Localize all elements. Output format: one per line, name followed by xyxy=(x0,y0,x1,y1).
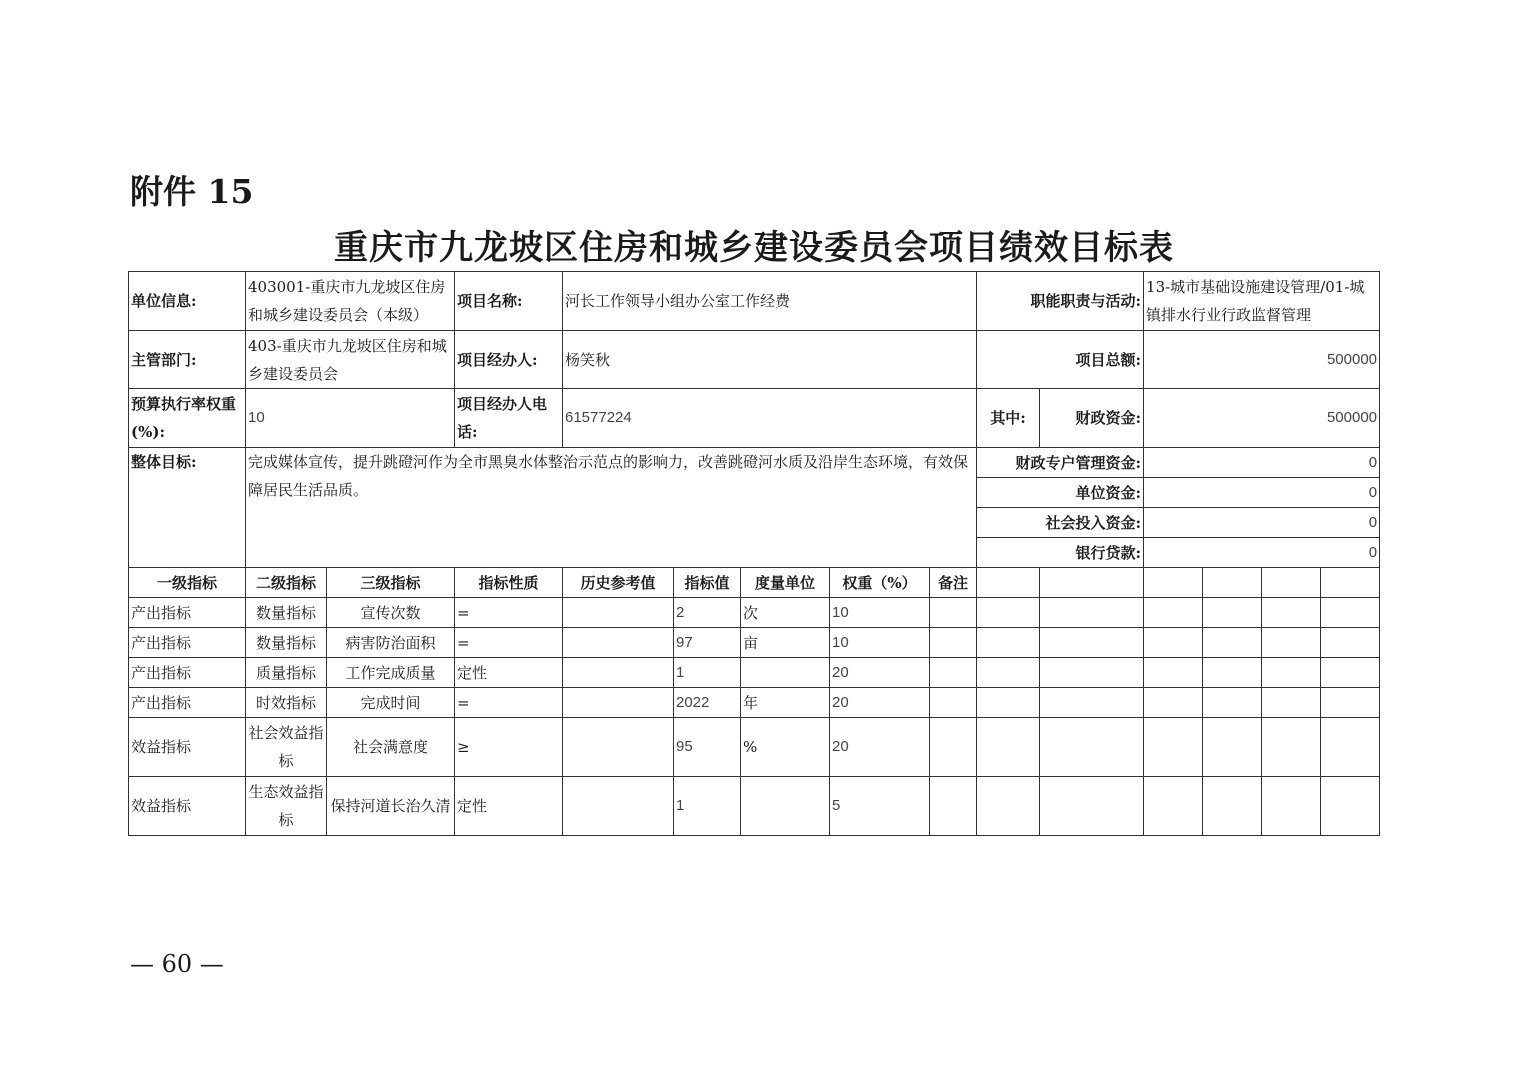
info-row-goal xyxy=(129,448,1380,478)
empty-cell xyxy=(1144,658,1203,688)
indicator-nature: ≥ xyxy=(455,718,563,777)
total-value: 500000 xyxy=(1144,331,1380,389)
indicator-unit: 年 xyxy=(741,688,830,718)
indicator-note xyxy=(930,598,977,628)
empty-cell xyxy=(1040,718,1144,777)
indicator-nature: 定性 xyxy=(455,658,563,688)
indicator-value: 2 xyxy=(674,598,741,628)
indicator-level1: 产出指标 xyxy=(129,628,246,658)
empty-cell xyxy=(977,777,1040,836)
indicator-level1: 产出指标 xyxy=(129,658,246,688)
empty-cell xyxy=(1262,568,1321,598)
indicator-unit xyxy=(741,658,830,688)
goal-value: 完成媒体宣传，提升跳磴河作为全市黑臭水体整治示范点的影响力，改善跳磴河水质及沿岸生态环境，有效保障居民生活品质。 xyxy=(246,448,977,568)
attachment-label: 附件 15 xyxy=(130,172,254,211)
indicator-weight: 20 xyxy=(830,718,930,777)
empty-cell xyxy=(1321,598,1380,628)
info-row-unit xyxy=(129,272,1380,331)
indicator-row xyxy=(129,628,1380,658)
empty-cell xyxy=(1321,777,1380,836)
header-value: 指标值 xyxy=(674,568,741,598)
dept-value: 403-重庆市九龙坡区住房和城乡建设委员会 xyxy=(246,331,455,389)
indicator-level2: 数量指标 xyxy=(246,598,327,628)
indicator-level3: 完成时间 xyxy=(327,688,455,718)
of-which-label: 其中: xyxy=(977,389,1040,448)
manager-value: 杨笑秋 xyxy=(563,331,977,389)
indicator-weight: 20 xyxy=(830,658,930,688)
indicator-level2: 生态效益指标 xyxy=(246,777,327,836)
indicator-nature: 定性 xyxy=(455,777,563,836)
empty-cell xyxy=(1144,598,1203,628)
indicator-history xyxy=(563,777,674,836)
empty-cell xyxy=(977,718,1040,777)
empty-cell xyxy=(1040,777,1144,836)
social-fund-value: 0 xyxy=(1144,508,1380,538)
empty-cell xyxy=(1040,628,1144,658)
header-level1: 一级指标 xyxy=(129,568,246,598)
fiscal-label: 财政资金: xyxy=(1040,389,1144,448)
empty-cell xyxy=(1321,568,1380,598)
indicator-row xyxy=(129,598,1380,628)
empty-cell xyxy=(1203,777,1262,836)
empty-cell xyxy=(977,688,1040,718)
indicator-level3: 保持河道长治久清 xyxy=(327,777,455,836)
empty-cell xyxy=(1203,598,1262,628)
indicator-value: 2022 xyxy=(674,688,741,718)
indicator-row xyxy=(129,688,1380,718)
indicator-level3: 病害防治面积 xyxy=(327,628,455,658)
header-unit: 度量单位 xyxy=(741,568,830,598)
empty-cell xyxy=(977,628,1040,658)
unit-label: 单位信息: xyxy=(129,272,246,331)
header-weight: 权重（%） xyxy=(830,568,930,598)
empty-cell xyxy=(977,658,1040,688)
social-fund-label: 社会投入资金: xyxy=(977,508,1144,538)
empty-cell xyxy=(1040,568,1144,598)
indicator-history xyxy=(563,688,674,718)
phone-value: 61577224 xyxy=(563,389,977,448)
special-fund-label: 财政专户管理资金: xyxy=(977,448,1144,478)
empty-cell xyxy=(1040,658,1144,688)
indicator-unit xyxy=(741,777,830,836)
empty-cell xyxy=(1321,628,1380,658)
empty-cell xyxy=(1144,628,1203,658)
function-value: 13-城市基础设施建设管理/01-城镇排水行业行政监督管理 xyxy=(1144,272,1380,331)
page-number: — 60 — xyxy=(130,950,224,978)
indicator-row xyxy=(129,777,1380,836)
indicator-level3: 工作完成质量 xyxy=(327,658,455,688)
indicator-weight: 20 xyxy=(830,688,930,718)
empty-cell xyxy=(977,598,1040,628)
empty-cell xyxy=(1040,688,1144,718)
indicator-unit: % xyxy=(741,718,830,777)
indicator-level1: 产出指标 xyxy=(129,598,246,628)
special-fund-value: 0 xyxy=(1144,448,1380,478)
empty-cell xyxy=(1262,658,1321,688)
empty-cell xyxy=(1321,688,1380,718)
empty-cell xyxy=(1144,777,1203,836)
indicator-level2: 质量指标 xyxy=(246,658,327,688)
empty-cell xyxy=(1203,628,1262,658)
indicator-unit: 次 xyxy=(741,598,830,628)
indicator-level2: 数量指标 xyxy=(246,628,327,658)
indicator-weight: 10 xyxy=(830,628,930,658)
project-name-value: 河长工作领导小组办公室工作经费 xyxy=(563,272,977,331)
empty-cell xyxy=(977,568,1040,598)
indicator-note xyxy=(930,718,977,777)
header-nature: 指标性质 xyxy=(455,568,563,598)
fiscal-value: 500000 xyxy=(1144,389,1380,448)
empty-cell xyxy=(1262,598,1321,628)
performance-target-table xyxy=(128,271,1380,836)
indicator-level2: 时效指标 xyxy=(246,688,327,718)
empty-cell xyxy=(1144,688,1203,718)
indicator-note xyxy=(930,658,977,688)
indicator-level2: 社会效益指标 xyxy=(246,718,327,777)
indicator-value: 1 xyxy=(674,777,741,836)
empty-cell xyxy=(1262,688,1321,718)
indicator-nature: = xyxy=(455,628,563,658)
function-label: 职能职责与活动: xyxy=(977,272,1144,331)
empty-cell xyxy=(1262,777,1321,836)
goal-label: 整体目标: xyxy=(129,448,246,568)
header-history: 历史参考值 xyxy=(563,568,674,598)
indicator-level3: 宣传次数 xyxy=(327,598,455,628)
indicator-value: 97 xyxy=(674,628,741,658)
empty-cell xyxy=(1203,658,1262,688)
indicator-history xyxy=(563,598,674,628)
indicator-row xyxy=(129,658,1380,688)
info-row-budget xyxy=(129,389,1380,448)
indicator-nature: = xyxy=(455,598,563,628)
total-label: 项目总额: xyxy=(977,331,1144,389)
indicator-note xyxy=(930,628,977,658)
info-row-dept xyxy=(129,331,1380,389)
empty-cell xyxy=(1203,568,1262,598)
header-level3: 三级指标 xyxy=(327,568,455,598)
indicator-level1: 效益指标 xyxy=(129,718,246,777)
unit-value: 403001-重庆市九龙坡区住房和城乡建设委员会（本级） xyxy=(246,272,455,331)
indicator-history xyxy=(563,658,674,688)
empty-cell xyxy=(1144,568,1203,598)
indicator-value: 1 xyxy=(674,658,741,688)
phone-label: 项目经办人电话: xyxy=(455,389,563,448)
loan-value: 0 xyxy=(1144,538,1380,568)
empty-cell xyxy=(1203,718,1262,777)
unit-fund-label: 单位资金: xyxy=(977,478,1144,508)
budget-rate-value: 10 xyxy=(246,389,455,448)
indicator-level1: 效益指标 xyxy=(129,777,246,836)
budget-rate-label: 预算执行率权重(%): xyxy=(129,389,246,448)
document-title: 重庆市九龙坡区住房和城乡建设委员会项目绩效目标表 xyxy=(334,228,1174,268)
loan-label: 银行贷款: xyxy=(977,538,1144,568)
manager-label: 项目经办人: xyxy=(455,331,563,389)
dept-label: 主管部门: xyxy=(129,331,246,389)
empty-cell xyxy=(1321,718,1380,777)
empty-cell xyxy=(1203,688,1262,718)
indicator-value: 95 xyxy=(674,718,741,777)
indicator-note xyxy=(930,688,977,718)
indicator-level3: 社会满意度 xyxy=(327,718,455,777)
header-note: 备注 xyxy=(930,568,977,598)
indicator-row xyxy=(129,718,1380,777)
indicator-header-row xyxy=(129,568,1380,598)
indicator-unit: 亩 xyxy=(741,628,830,658)
project-name-label: 项目名称: xyxy=(455,272,563,331)
empty-cell xyxy=(1040,598,1144,628)
indicator-nature: = xyxy=(455,688,563,718)
empty-cell xyxy=(1321,658,1380,688)
header-level2: 二级指标 xyxy=(246,568,327,598)
empty-cell xyxy=(1262,628,1321,658)
indicator-weight: 5 xyxy=(830,777,930,836)
empty-cell xyxy=(1262,718,1321,777)
indicator-level1: 产出指标 xyxy=(129,688,246,718)
indicator-note xyxy=(930,777,977,836)
unit-fund-value: 0 xyxy=(1144,478,1380,508)
indicator-history xyxy=(563,628,674,658)
indicator-weight: 10 xyxy=(830,598,930,628)
indicator-history xyxy=(563,718,674,777)
empty-cell xyxy=(1144,718,1203,777)
